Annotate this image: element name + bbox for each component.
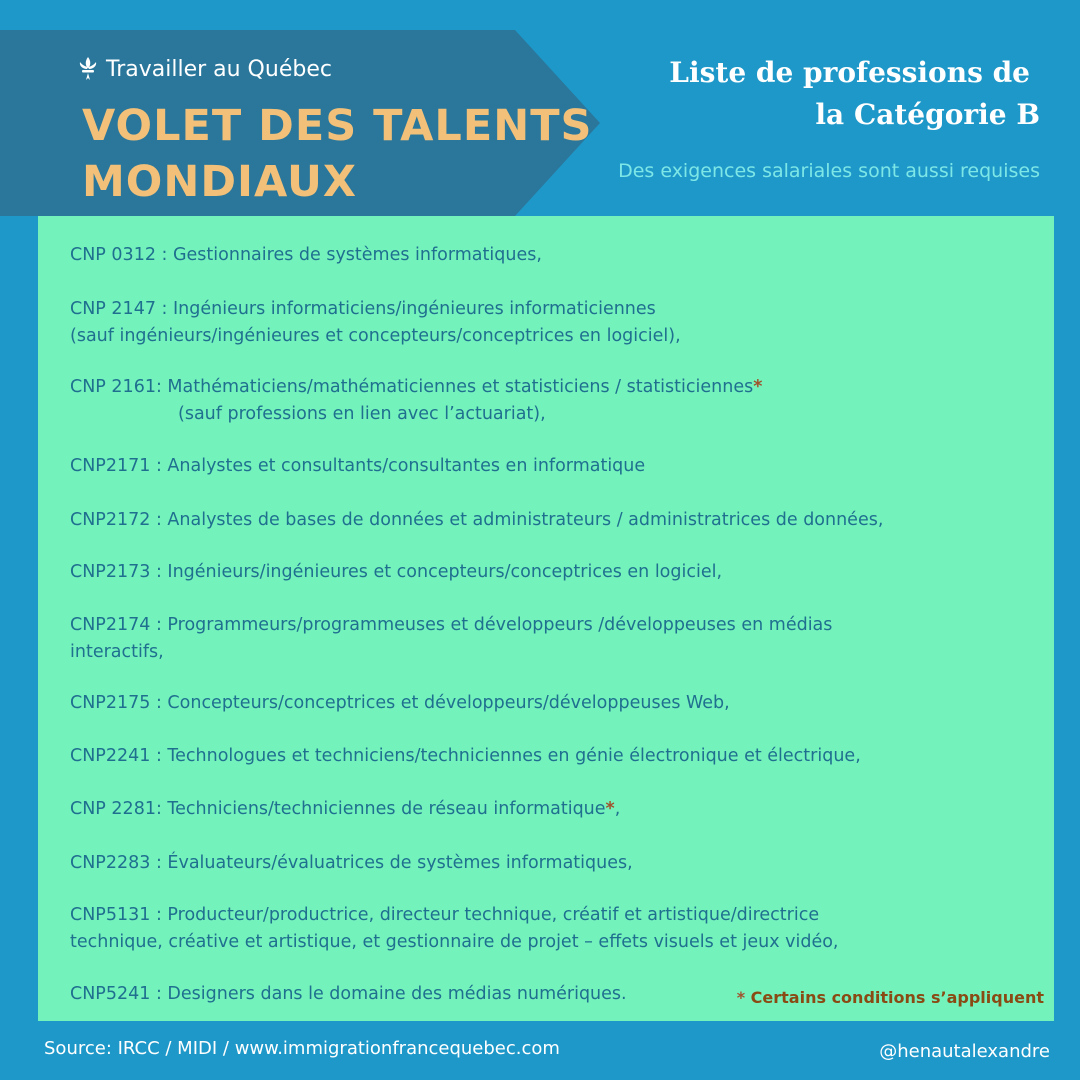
profession-text: CNP 0312 : Gestionnaires de systèmes informatiques, (70, 245, 542, 265)
profession-text: CNP2283 : Évaluateurs/évaluatrices de systèmes informatiques, (70, 853, 633, 873)
profession-item (70, 902, 839, 956)
category-title-line1: Liste de professions de (669, 56, 1030, 89)
profession-item (70, 850, 633, 877)
profession-text-continued: (sauf professions en lien avec l’actuariat), (178, 404, 546, 424)
profession-list-panel (38, 216, 1054, 1021)
profession-item (70, 242, 542, 269)
profession-item (70, 743, 861, 770)
program-title (82, 98, 593, 210)
author-handle: @henautalexandre (879, 1041, 1050, 1062)
subtitle: Des exigences salariales sont aussi requises (618, 160, 1040, 182)
program-title-line1: VOLET DES TALENTS (82, 101, 593, 151)
profession-text: CNP5131 : Producteur/productrice, directeur technique, créatif et artistique/directrice (70, 905, 820, 925)
profession-text-suffix: , (614, 799, 621, 819)
profession-text: CNP2172 : Analystes de bases de données et administrateurs / administratrices de données, (70, 510, 884, 530)
profession-item (70, 374, 762, 428)
profession-text: CNP 2161: Mathématiciens/mathématiciennes et statisticiens / statisticiennes (70, 377, 754, 397)
profession-item (70, 612, 832, 666)
profession-text-continued: interactifs, (70, 642, 164, 662)
asterisk-marker: * (753, 377, 763, 397)
profession-item (70, 796, 620, 823)
profession-text: CNP2173 : Ingénieurs/ingénieures et concepteurs/conceptrices en logiciel, (70, 562, 723, 582)
profession-item (70, 559, 722, 586)
category-title-line2: la Catégorie B (815, 98, 1040, 131)
asterisk-marker: * (736, 988, 746, 1007)
profession-text: CNP 2281: Techniciens/techniciennes de réseau informatique (70, 799, 606, 819)
profession-text: CNP2241 : Technologues et techniciens/techniciennes en génie électronique et électrique, (70, 746, 861, 766)
conditions-note (737, 988, 1044, 1007)
brand-label: Travailler au Québec (106, 56, 332, 82)
fleur-de-lis-icon (76, 56, 100, 82)
profession-item (70, 981, 627, 1008)
profession-text-continued: technique, créative et artistique, et gestionnaire de projet – effets visuels et jeux vidéo, (70, 932, 839, 952)
asterisk-marker: * (605, 799, 615, 819)
profession-text: CNP 2147 : Ingénieurs informaticiens/ingénieures informaticiennes (70, 299, 656, 319)
source-credit: Source: IRCC / MIDI / www.immigrationfrancequebec.com (44, 1038, 560, 1059)
profession-text-continued: (sauf ingénieurs/ingénieures et concepteurs/conceptrices en logiciel), (70, 326, 681, 346)
conditions-note-text: Certains conditions s’appliquent (750, 988, 1044, 1007)
profession-item (70, 690, 730, 717)
profession-text: CNP2174 : Programmeurs/programmeuses et développeurs /développeuses en médias (70, 615, 833, 635)
profession-item (70, 296, 681, 350)
profession-text: CNP2175 : Concepteurs/conceptrices et développeurs/développeuses Web, (70, 693, 730, 713)
profession-item (70, 507, 883, 534)
brand (76, 56, 332, 82)
program-title-line2: MONDIAUX (82, 157, 358, 207)
profession-text: CNP2171 : Analystes et consultants/consultantes en informatique (70, 456, 646, 476)
profession-text: CNP5241 : Designers dans le domaine des médias numériques. (70, 984, 627, 1004)
category-title (669, 52, 1040, 136)
profession-item (70, 453, 645, 480)
